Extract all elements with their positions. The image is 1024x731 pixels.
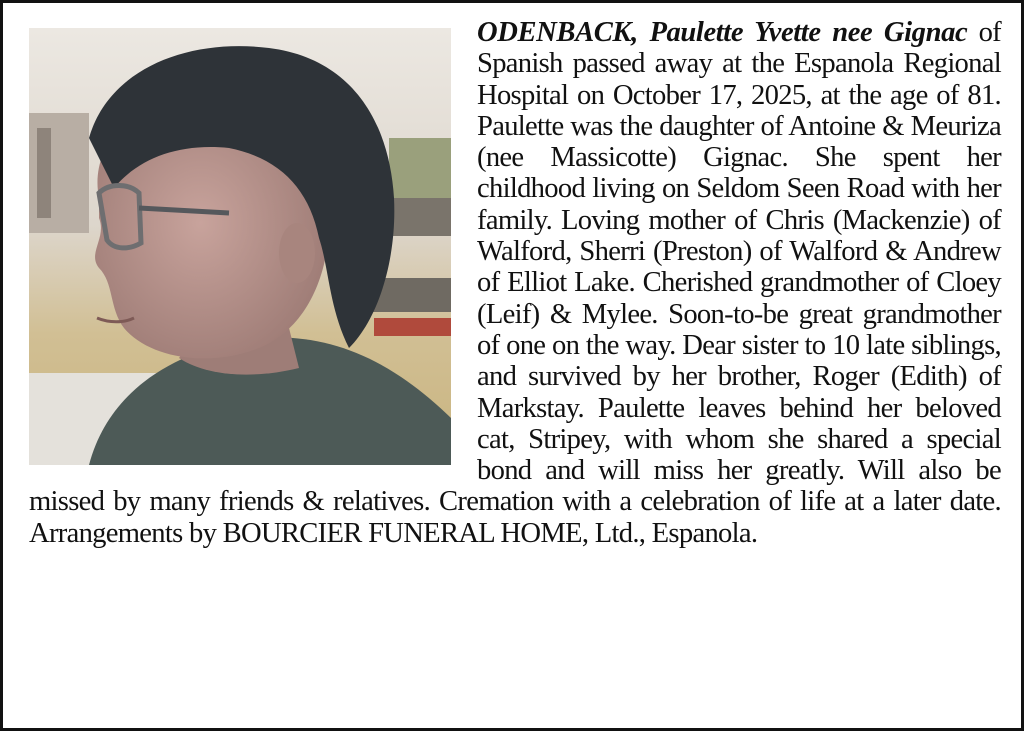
deceased-given-names: Paulette Yvette nee Gignac bbox=[649, 17, 968, 48]
photo-spacer bbox=[29, 17, 477, 466]
obituary-text bbox=[29, 17, 1001, 549]
deceased-surname: ODENBACK, bbox=[477, 17, 650, 48]
obituary-body: of Spanish passed away at the Espanola Regional Hospital on October 17, 2025, at the age of 81. Paulette was the daughter of Antoine & Meuriza (nee Massicotte) Gignac. She spent her childhood living on Seldom Seen Road with her family. Loving mother of Chris (Mackenzie) of Walford, Sherri (Preston) of Walford & Andrew of Elliot Lake. Cherished grandmother of Cloey (Leif) & Mylee. Soon-to-be great grandmother of one on the way. Dear sister to 10 late siblings, and survived by her brother, Roger (Edith) of Markstay. Paulette leaves behind her beloved cat, Stripey, with whom she shared a special bond and will miss her greatly. Will also be missed by many friends & relatives. Cremation with a celebration of life at a later date. Arrangements by BOURCIER FUNERAL HOME, Ltd., Espanola. bbox=[29, 17, 1001, 549]
